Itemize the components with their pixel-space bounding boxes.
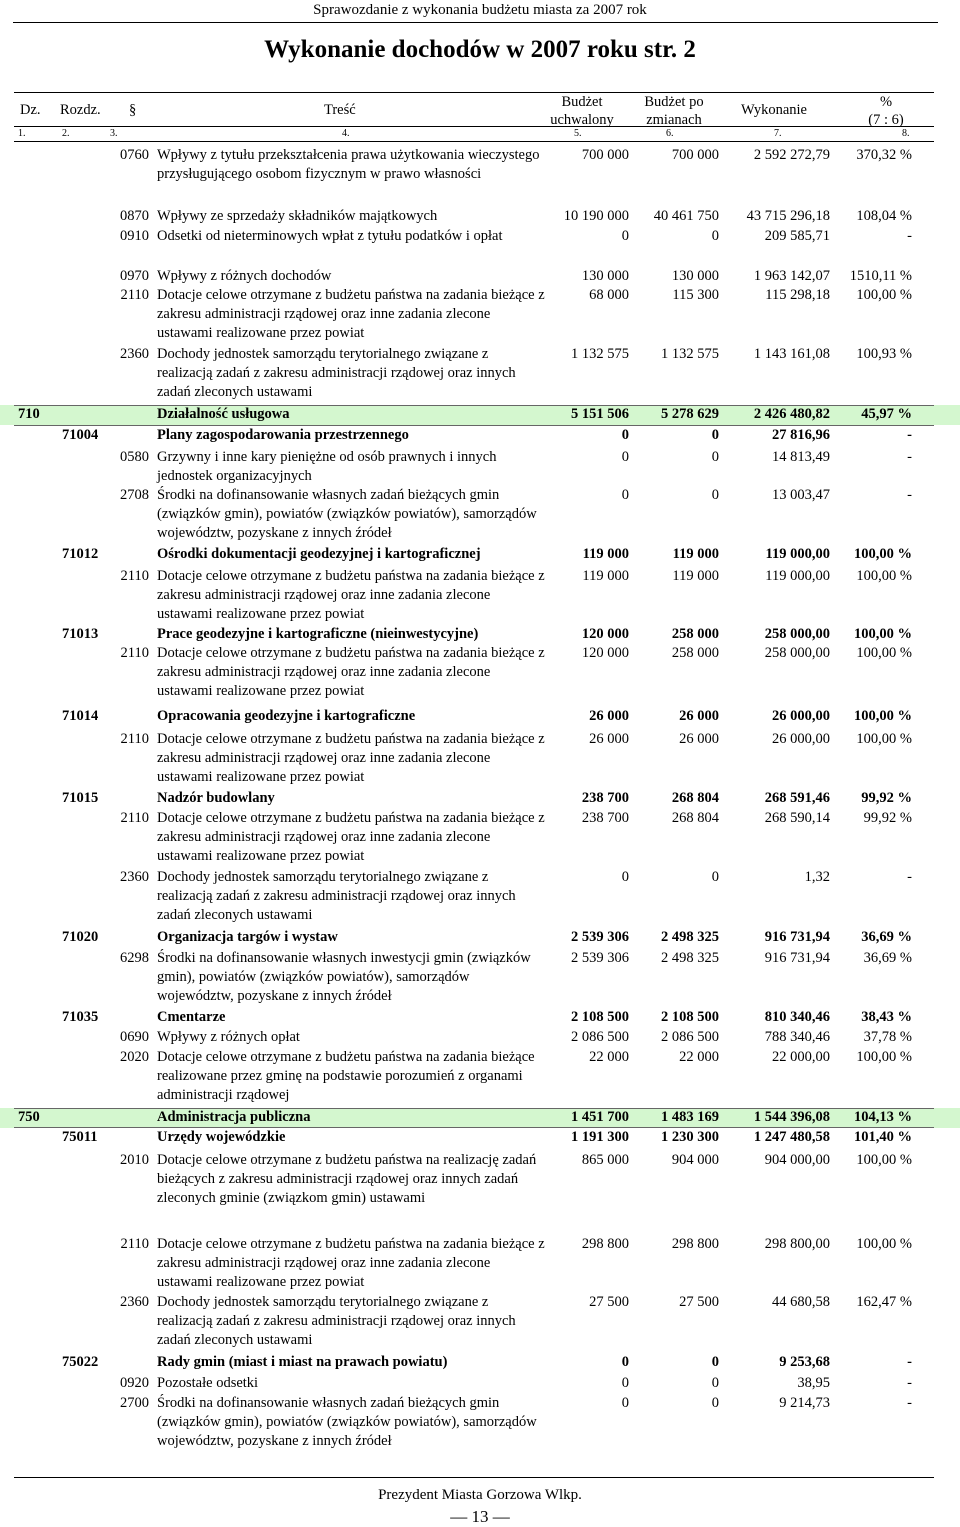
cell-description: Plany zagospodarowania przestrzennego [157,427,409,443]
cell-wykonanie: 258 000,00 [764,626,830,642]
cell-procent: - [907,1375,912,1391]
cell-paragraph: 0580 [120,449,149,465]
paragraph-row [0,1028,960,1047]
cell-budzet-uchwalony: 0 [621,1354,629,1370]
cell-wykonanie: 26 000,00 [772,731,830,747]
footer-signature: Prezydent Miasta Gorzowa Wlkp. [378,1487,582,1503]
cell-wykonanie: 27 816,96 [772,427,830,443]
cell-paragraph: 2020 [120,1049,149,1065]
cell-paragraph: 2708 [120,487,149,503]
cell-budzet-po-zmianach: 115 300 [672,287,719,303]
colnum-1: 1. [18,128,26,139]
col-budzet-po-zmianach [634,93,714,129]
cell-procent: 99,92 % [861,790,912,806]
cell-wykonanie: 2 426 480,82 [753,406,830,422]
cell-procent: 100,00 % [854,708,912,724]
footer-rule [14,1477,934,1478]
col-budzet-uchwalony [542,93,622,129]
cell-rozdzial: 71035 [62,1009,99,1025]
cell-procent: 101,40 % [854,1129,912,1145]
dzial-row [0,405,960,425]
cell-budzet-po-zmianach: 119 000 [672,568,719,584]
cell-budzet-po-zmianach: 258 000 [671,626,719,642]
cell-budzet-po-zmianach: 2 498 325 [661,950,719,966]
cell-description: Rady gmin (miast i miast na prawach powiatu) [157,1354,448,1370]
cell-budzet-uchwalony: 0 [621,1395,629,1411]
cell-wykonanie: 14 813,49 [772,449,830,465]
cell-budzet-uchwalony: 26 000 [589,708,629,724]
paragraph-row [0,949,960,1006]
cell-paragraph: 0910 [120,228,149,244]
cell-budzet-po-zmianach: 700 000 [671,147,719,163]
cell-budzet-uchwalony: 2 108 500 [571,1009,629,1025]
cell-budzet-uchwalony: 238 700 [581,790,629,806]
cell-budzet-po-zmianach: 40 461 750 [653,208,719,224]
cell-budzet-uchwalony: 130 000 [581,268,629,284]
paragraph-row [0,809,960,866]
row-separator [14,1127,934,1128]
cell-description: Dochody jednostek samorządu terytorialnego związane z realizacją zadań z zakresu administracji rządowej oraz innych zadań zleconych ustawami [157,869,516,923]
cell-description: Dotacje celowe otrzymane z budżetu państwa na zadania bieżące z zakresu administracji rządowej oraz inne zadania zlecone ustawami realizowane przez powiat [157,568,545,622]
rozdzial-row [0,1353,960,1372]
colnum-7: 7. [774,128,782,139]
cell-wykonanie: 9 214,73 [779,1395,830,1411]
cell-paragraph: 6298 [120,950,149,966]
rozdzial-row [0,789,960,808]
cell-rozdzial: 71015 [62,790,99,806]
cell-description: Dotacje celowe otrzymane z budżetu państwa na realizację zadań bieżących z zakresu administracji rządowej oraz innych zadań zleconych gminie (związkom gmin) ustawami [157,1152,537,1206]
paragraph-row [0,207,960,226]
rozdzial-row [0,1128,960,1147]
cell-wykonanie: 44 680,58 [772,1294,830,1310]
paragraph-row [0,1235,960,1292]
cell-description: Wpływy z różnych dochodów [157,268,332,284]
cell-paragraph: 0760 [120,147,149,163]
cell-wykonanie: 268 590,14 [764,810,830,826]
row-separator [14,405,934,406]
paragraph-row [0,1293,960,1350]
table-header [14,92,934,128]
cell-procent: 100,00 % [854,626,912,642]
cell-paragraph: 0690 [120,1029,149,1045]
cell-rozdzial: 71014 [62,708,99,724]
cell-budzet-uchwalony: 2 539 306 [571,950,629,966]
paragraph-row [0,1048,960,1105]
col-budzet-uchwalony-line2: uchwalony [550,112,614,128]
rozdzial-row [0,545,960,564]
cell-budzet-po-zmianach: 268 804 [671,790,719,806]
cell-budzet-po-zmianach: 0 [711,228,719,244]
cell-rozdzial: 71013 [62,626,99,642]
cell-description: Pozostałe odsetki [157,1375,259,1391]
cell-description: Nadzór budowlany [157,790,275,806]
cell-description: Środki na dofinansowanie własnych zadań bieżących gmin (związków gmin), powiatów (związków powiatów), samorządów województw, pozyskane z innych źródeł [157,487,537,541]
cell-wykonanie: 38,95 [797,1375,830,1391]
col-paragraph: § [129,102,137,118]
cell-procent: 370,32 % [856,147,912,163]
cell-description: Cmentarze [157,1009,226,1025]
cell-procent: 100,00 % [856,645,912,661]
cell-procent: - [907,487,912,503]
cell-budzet-po-zmianach: 258 000 [671,645,719,661]
paragraph-row [0,567,960,624]
paragraph-row [0,486,960,544]
col-wykonanie: Wykonanie [741,102,807,118]
cell-wykonanie: 1 247 480,58 [753,1129,830,1145]
row-separator [14,1108,934,1109]
cell-budzet-po-zmianach: 1 132 575 [661,346,719,362]
cell-budzet-uchwalony: 0 [621,487,629,503]
cell-budzet-po-zmianach: 298 800 [671,1236,719,1252]
cell-budzet-uchwalony: 0 [621,1375,629,1391]
cell-procent: 100,00 % [856,1236,912,1252]
cell-budzet-uchwalony: 1 132 575 [571,346,629,362]
cell-wykonanie: 788 340,46 [764,1029,830,1045]
cell-budzet-uchwalony: 68 000 [589,287,629,303]
cell-wykonanie: 268 591,46 [764,790,830,806]
paragraph-row [0,227,960,246]
cell-budzet-po-zmianach: 0 [711,1395,719,1411]
col-rozdz: Rozdz. [60,102,101,118]
cell-budzet-uchwalony: 0 [621,427,629,443]
cell-paragraph: 0970 [120,268,149,284]
cell-procent: 100,00 % [856,568,912,584]
cell-procent: - [907,449,912,465]
cell-budzet-po-zmianach: 904 000 [671,1152,719,1168]
cell-description: Dotacje celowe otrzymane z budżetu państwa na zadania bieżące z zakresu administracji rządowej oraz inne zadania zlecone ustawami realizowane przez powiat [157,810,545,864]
cell-budzet-uchwalony: 5 151 506 [571,406,629,422]
cell-budzet-uchwalony: 26 000 [589,731,629,747]
cell-description: Urzędy wojewódzkie [157,1129,286,1145]
cell-procent: - [907,1395,912,1411]
cell-rozdzial: 71020 [62,929,99,945]
cell-wykonanie: 26 000,00 [772,708,830,724]
cell-budzet-po-zmianach: 0 [711,449,719,465]
cell-budzet-uchwalony: 1 451 700 [571,1109,629,1125]
cell-dzial: 710 [18,406,40,422]
cell-budzet-po-zmianach: 0 [711,1354,719,1370]
cell-paragraph: 2110 [120,645,149,661]
cell-budzet-uchwalony: 865 000 [581,1152,629,1168]
cell-wykonanie: 1 963 142,07 [753,268,830,284]
cell-wykonanie: 119 000,00 [765,568,830,584]
cell-procent: 108,04 % [856,208,912,224]
cell-wykonanie: 119 000,00 [765,546,830,562]
header-rule [13,22,938,23]
row-separator [14,425,934,426]
col-procent-line2: (7 : 6) [868,112,904,128]
cell-rozdzial: 71012 [62,546,99,562]
cell-wykonanie: 209 585,71 [764,228,830,244]
cell-procent: - [907,869,912,885]
cell-budzet-uchwalony: 0 [621,869,629,885]
cell-wykonanie: 258 000,00 [764,645,830,661]
cell-budzet-po-zmianach: 2 498 325 [661,929,719,945]
cell-description: Opracowania geodezyjne i kartograficzne [157,708,416,724]
cell-rozdzial: 75011 [62,1129,98,1145]
cell-paragraph: 2110 [120,568,149,584]
cell-budzet-po-zmianach: 1 483 169 [661,1109,719,1125]
cell-description: Środki na dofinansowanie własnych inwestycji gmin (związków gmin), powiatów (związków powiatów), samorządów województw, pozyskane z innych źródeł [157,950,531,1004]
cell-dzial: 750 [18,1109,40,1125]
cell-budzet-po-zmianach: 119 000 [672,546,719,562]
cell-description: Ośrodki dokumentacji geodezyjnej i kartograficznej [157,546,481,562]
cell-budzet-po-zmianach: 26 000 [679,708,719,724]
cell-wykonanie: 22 000,00 [772,1049,830,1065]
cell-procent: - [907,1354,912,1370]
cell-budzet-po-zmianach: 26 000 [679,731,719,747]
cell-rozdzial: 71004 [62,427,99,443]
paragraph-row [0,448,960,486]
cell-paragraph: 2360 [120,1294,149,1310]
cell-budzet-po-zmianach: 130 000 [671,268,719,284]
paragraph-row [0,286,960,343]
cell-budzet-po-zmianach: 0 [711,1375,719,1391]
cell-budzet-po-zmianach: 2 086 500 [661,1029,719,1045]
cell-description: Dotacje celowe otrzymane z budżetu państwa na zadania bieżące realizowane przez gminę na podstawie porozumień z organami administracji rządowej [157,1049,535,1103]
cell-procent: 36,69 % [861,929,912,945]
cell-budzet-uchwalony: 700 000 [581,147,629,163]
cell-wykonanie: 2 592 272,79 [753,147,830,163]
rozdzial-row [0,928,960,947]
col-dz: Dz. [20,102,41,118]
cell-wykonanie: 1 143 161,08 [753,346,830,362]
rozdzial-row [0,625,960,644]
cell-procent: 99,92 % [863,810,912,826]
cell-budzet-po-zmianach: 2 108 500 [661,1009,719,1025]
cell-wykonanie: 1,32 [804,869,830,885]
cell-description: Organizacja targów i wystaw [157,929,338,945]
cell-procent: - [907,228,912,244]
paragraph-row [0,146,960,204]
cell-budzet-uchwalony: 1 191 300 [571,1129,629,1145]
cell-budzet-uchwalony: 119 000 [582,546,629,562]
cell-description: Wpływy ze sprzedaży składników majątkowych [157,208,438,224]
cell-budzet-po-zmianach: 0 [711,869,719,885]
cell-budzet-uchwalony: 0 [621,449,629,465]
cell-description: Dochody jednostek samorządu terytorialnego związane z realizacją zadań z zakresu administracji rządowej oraz innych zadań zleconych ustawami [157,1294,516,1348]
col-budzet-po-zmianach-line2: zmianach [646,112,702,128]
cell-procent: 1510,11 % [849,268,912,284]
cell-description: Wpływy z tytułu przekształcenia prawa użytkowania wieczystego przysługującego osobom fizycznym w prawo własności [157,147,540,182]
cell-procent: 104,13 % [854,1109,912,1125]
col-tresc: Treść [324,102,356,118]
cell-budzet-po-zmianach: 0 [711,487,719,503]
page-number: — 13 — [450,1507,510,1526]
cell-budzet-po-zmianach: 27 500 [679,1294,719,1310]
cell-wykonanie: 1 544 396,08 [753,1109,830,1125]
col-budzet-po-zmianach-line1: Budżet po [644,94,704,110]
cell-paragraph: 0870 [120,208,149,224]
cell-description: Administracja publiczna [157,1109,311,1125]
col-budzet-uchwalony-line1: Budżet [561,94,603,110]
cell-procent: 36,69 % [863,950,912,966]
cell-wykonanie: 916 731,94 [764,929,830,945]
cell-paragraph: 2110 [120,287,149,303]
cell-budzet-uchwalony: 2 086 500 [571,1029,629,1045]
paragraph-row [0,1374,960,1393]
paragraph-row [0,345,960,402]
col-procent-line1: % [879,94,893,110]
cell-budzet-uchwalony: 10 190 000 [563,208,629,224]
cell-paragraph: 2110 [120,810,149,826]
cell-procent: - [907,427,912,443]
cell-description: Środki na dofinansowanie własnych zadań bieżących gmin (związków gmin), powiatów (związków powiatów), samorządów województw, pozyskane z innych źródeł [157,1395,537,1449]
cell-procent: 38,43 % [861,1009,912,1025]
cell-procent: 100,00 % [856,731,912,747]
cell-paragraph: 2110 [120,731,149,747]
paragraph-row [0,267,960,286]
paragraph-row [0,1394,960,1451]
cell-procent: 100,00 % [856,287,912,303]
cell-budzet-uchwalony: 120 000 [581,626,629,642]
colnum-5: 5. [574,128,582,139]
cell-wykonanie: 298 800,00 [764,1236,830,1252]
cell-budzet-po-zmianach: 22 000 [679,1049,719,1065]
cell-procent: 100,93 % [856,346,912,362]
cell-budzet-po-zmianach: 268 804 [671,810,719,826]
cell-description: Dotacje celowe otrzymane z budżetu państwa na zadania bieżące z zakresu administracji rządowej oraz inne zadania zlecone ustawami realizowane przez powiat [157,1236,545,1290]
cell-wykonanie: 904 000,00 [764,1152,830,1168]
cell-description: Grzywny i inne kary pieniężne od osób prawnych i innych jednostek organizacyjnych [157,449,497,484]
cell-budzet-uchwalony: 238 700 [581,810,629,826]
cell-budzet-uchwalony: 22 000 [589,1049,629,1065]
cell-paragraph: 2700 [120,1395,149,1411]
paragraph-row [0,644,960,701]
cell-budzet-po-zmianach: 5 278 629 [661,406,719,422]
cell-wykonanie: 13 003,47 [772,487,830,503]
cell-wykonanie: 9 253,68 [779,1354,830,1370]
cell-description: Dotacje celowe otrzymane z budżetu państwa na zadania bieżące z zakresu administracji rządowej oraz inne zadania zlecone ustawami realizowane przez powiat [157,645,545,699]
cell-description: Prace geodezyjne i kartograficzne (nieinwestycyjne) [157,626,479,642]
cell-budzet-po-zmianach: 0 [711,427,719,443]
rozdzial-row [0,1008,960,1027]
paragraph-row [0,730,960,787]
cell-description: Odsetki od nieterminowych wpłat z tytułu podatków i opłat [157,228,503,244]
colnum-6: 6. [666,128,674,139]
cell-wykonanie: 115 298,18 [765,287,830,303]
cell-budzet-uchwalony: 119 000 [582,568,629,584]
cell-paragraph: 2010 [120,1152,149,1168]
cell-budzet-po-zmianach: 1 230 300 [661,1129,719,1145]
paragraph-row [0,1151,960,1208]
col-procent [856,93,916,129]
paragraph-row [0,868,960,925]
dzial-row [0,1108,960,1128]
cell-wykonanie: 43 715 296,18 [746,208,830,224]
colnum-4: 4. [342,128,350,139]
cell-procent: 37,78 % [863,1029,912,1045]
colnum-2: 2. [62,128,70,139]
cell-description: Dochody jednostek samorządu terytorialnego związane z realizacją zadań z zakresu administracji rządowej oraz innych zadań zleconych ustawami [157,346,516,400]
page-title: Wykonanie dochodów w 2007 roku str. 2 [264,36,696,63]
cell-procent: 100,00 % [856,1049,912,1065]
cell-procent: 162,47 % [856,1294,912,1310]
cell-budzet-uchwalony: 120 000 [581,645,629,661]
cell-budzet-uchwalony: 0 [621,228,629,244]
cell-budzet-uchwalony: 2 539 306 [571,929,629,945]
cell-procent: 100,00 % [854,546,912,562]
colnum-3: 3. [110,128,118,139]
cell-budzet-uchwalony: 298 800 [581,1236,629,1252]
cell-budzet-uchwalony: 27 500 [589,1294,629,1310]
cell-paragraph: 2360 [120,346,149,362]
cell-description: Dotacje celowe otrzymane z budżetu państwa na zadania bieżące z zakresu administracji rządowej oraz inne zadania zlecone ustawami realizowane przez powiat [157,287,545,341]
cell-description: Działalność usługowa [157,406,290,422]
running-title: Sprawozdanie z wykonania budżetu miasta za 2007 rok [313,2,647,18]
cell-rozdzial: 75022 [62,1354,99,1370]
cell-procent: 45,97 % [861,406,912,422]
cell-wykonanie: 810 340,46 [764,1009,830,1025]
rozdzial-row [0,426,960,445]
colnum-8: 8. [902,128,910,139]
cell-paragraph: 2360 [120,869,149,885]
cell-description: Wpływy z różnych opłat [157,1029,300,1045]
cell-paragraph: 0920 [120,1375,149,1391]
cell-paragraph: 2110 [120,1236,149,1252]
cell-description: Dotacje celowe otrzymane z budżetu państwa na zadania bieżące z zakresu administracji rządowej oraz inne zadania zlecone ustawami realizowane przez powiat [157,731,545,785]
cell-wykonanie: 916 731,94 [764,950,830,966]
rozdzial-row [0,707,960,727]
column-numbers [14,126,934,142]
cell-procent: 100,00 % [856,1152,912,1168]
